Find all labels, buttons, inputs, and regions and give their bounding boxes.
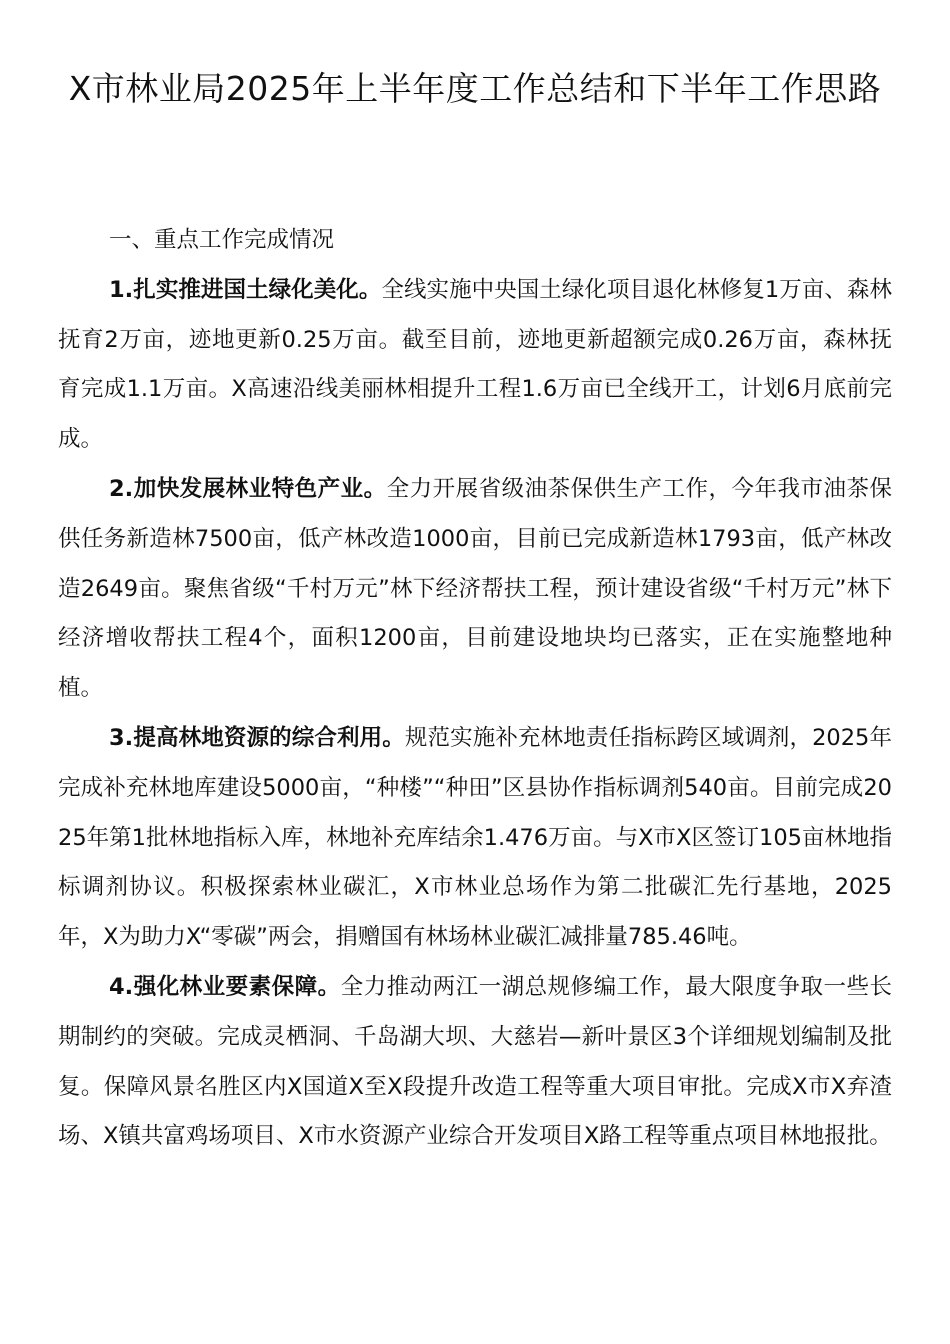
paragraph-4-lead: 4.强化林业要素保障。: [109, 973, 341, 1000]
document-title: X市林业局2025年上半年度工作总结和下半年工作思路: [68, 69, 882, 108]
paragraph-2: [58, 465, 892, 714]
paragraph-1-text: 全线实施中央国土绿化项目退化林修复1万亩、森林抚育2万亩，迹地更新0.25万亩。截至目前，迹地更新超额完成0.26万亩，森林抚育完成1.1万亩。X高速沿线美丽林相提升工程1.6万亩已全线开工，计划6月底前完成。: [58, 276, 892, 453]
paragraph-3: [58, 714, 892, 963]
paragraph-3-lead: 3.提高林地资源的综合利用。: [109, 724, 405, 751]
paragraph-4: [58, 963, 892, 1162]
paragraph-2-lead: 2.加快发展林业特色产业。: [109, 475, 387, 502]
paragraph-1-lead: 1.扎实推进国土绿化美化。: [109, 276, 382, 303]
paragraph-1: [58, 266, 892, 465]
section-heading: 一、重点工作完成情况: [109, 227, 335, 253]
document-body: [58, 216, 892, 1162]
paragraph-2-text: 全力开展省级油茶保供生产工作，今年我市油茶保供任务新造林7500亩，低产林改造1000亩，目前已完成新造林1793亩，低产林改造2649亩。聚焦省级“千村万元”林下经济帮扶工程，预计建设省级“千村万元”林下经济增收帮扶工程4个，面积1200亩，目前建设地块均已落实，正在实施整地种植。: [58, 475, 892, 702]
paragraph-4-text: 全力推动两江一湖总规修编工作，最大限度争取一些长期制约的突破。完成灵栖洞、千岛湖大坝、大慈岩—新叶景区3个详细规划编制及批复。保障风景名胜区内X国道X至X段提升改造工程等重大项目审批。完成X市X弃渣场、X镇共富鸡场项目、X市水资源产业综合开发项目X路工程等重点项目林地报批。: [58, 973, 892, 1150]
paragraph-3-text: 规范实施补充林地责任指标跨区域调剂，2025年完成补充林地库建设5000亩，“种楼”“种田”区县协作指标调剂540亩。目前完成2025年第1批林地指标入库，林地补充库结余1.476万亩。与X市X区签订105亩林地指标调剂协议。积极探索林业碳汇，X市林业总场作为第二批碳汇先行基地，2025年，X为助力X“零碳”两会，捐赠国有林场林业碳汇减排量785.46吨。: [58, 724, 892, 951]
